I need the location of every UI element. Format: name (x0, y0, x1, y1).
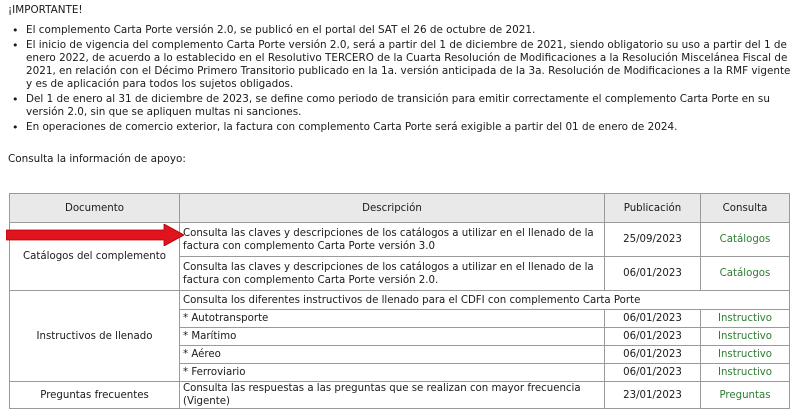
desc-cell: * Autotransporte (180, 310, 605, 328)
instructivo-link[interactable]: Instructivo (701, 346, 790, 364)
date-cell: 06/01/2023 (605, 328, 701, 346)
notice-heading: ¡IMPORTANTE! (8, 4, 83, 16)
desc-cell: * Ferroviario (180, 364, 605, 382)
notice-list (8, 24, 792, 134)
date-cell: 23/01/2023 (605, 382, 701, 409)
doc-preguntas: Preguntas frecuentes (10, 382, 180, 409)
table-row (10, 291, 790, 310)
desc-cell: Consulta las claves y descripciones de los catálogos a utilizar en el llenado de la factura con complemento Carta Porte versión 2.0. (180, 257, 605, 291)
desc-cell: * Marítimo (180, 328, 605, 346)
preguntas-link[interactable]: Preguntas (701, 382, 790, 409)
header-consulta: Consulta (701, 194, 790, 223)
instructivos-intro: Consulta los diferentes instructivos de llenado para el CDFI con complemento Carta Porte (180, 291, 790, 310)
header-documento: Documento (10, 194, 180, 223)
catalogos-link[interactable]: Catálogos (701, 257, 790, 291)
notice-bullet: • Del 1 de enero al 31 de diciembre de 2023, se define como periodo de transición para emitir correctamente el complemento Carta Porte en su versión 2.0, sin que se apliquen multas ni sanciones. (8, 93, 792, 119)
consulta-label: Consulta la información de apoyo: (8, 153, 186, 165)
doc-instructivos: Instructivos de llenado (10, 291, 180, 382)
header-descripcion: Descripción (180, 194, 605, 223)
instructivo-link[interactable]: Instructivo (701, 364, 790, 382)
desc-cell: Consulta las respuestas a las preguntas que se realizan con mayor frecuencia (Vigente) (180, 382, 605, 409)
table-row (10, 382, 790, 409)
catalogos-link[interactable]: Catálogos (701, 223, 790, 257)
date-cell: 06/01/2023 (605, 346, 701, 364)
doc-catalogos: Catálogos del complemento (10, 223, 180, 291)
notice-bullet: • El complemento Carta Porte versión 2.0, se publicó en el portal del SAT el 26 de octubre de 2021. (8, 24, 792, 37)
date-cell: 25/09/2023 (605, 223, 701, 257)
instructivo-link[interactable]: Instructivo (701, 310, 790, 328)
date-cell: 06/01/2023 (605, 310, 701, 328)
date-cell: 06/01/2023 (605, 364, 701, 382)
header-publicacion: Publicación (605, 194, 701, 223)
arrow-right-icon (6, 224, 184, 246)
instructivo-link[interactable]: Instructivo (701, 328, 790, 346)
desc-cell: Consulta las claves y descripciones de los catálogos a utilizar en el llenado de la factura con complemento Carta Porte versión 3.0 (180, 223, 605, 257)
notice-bullet: • El inicio de vigencia del complemento Carta Porte versión 2.0, será a partir del 1 de diciembre de 2021, siendo obligatorio su uso a partir del 1 de enero 2022, de acuerdo a lo establecido en el Resolutivo TERCERO de la Cuarta Resolución de Modificaciones a la Resolución Miscelánea Fiscal de 2021, en relación con el Décimo Primero Transitorio publicado en la 1a. versión anticipada de la 3a. Resolución de Modificaciones a la RMF vigente y es de aplicación para todos los sujetos obligados. (8, 39, 792, 91)
table-header-row (10, 194, 790, 223)
notice-bullet: • En operaciones de comercio exterior, la factura con complemento Carta Porte será exigible a partir del 01 de enero de 2024. (8, 121, 792, 134)
date-cell: 06/01/2023 (605, 257, 701, 291)
desc-cell: * Aéreo (180, 346, 605, 364)
